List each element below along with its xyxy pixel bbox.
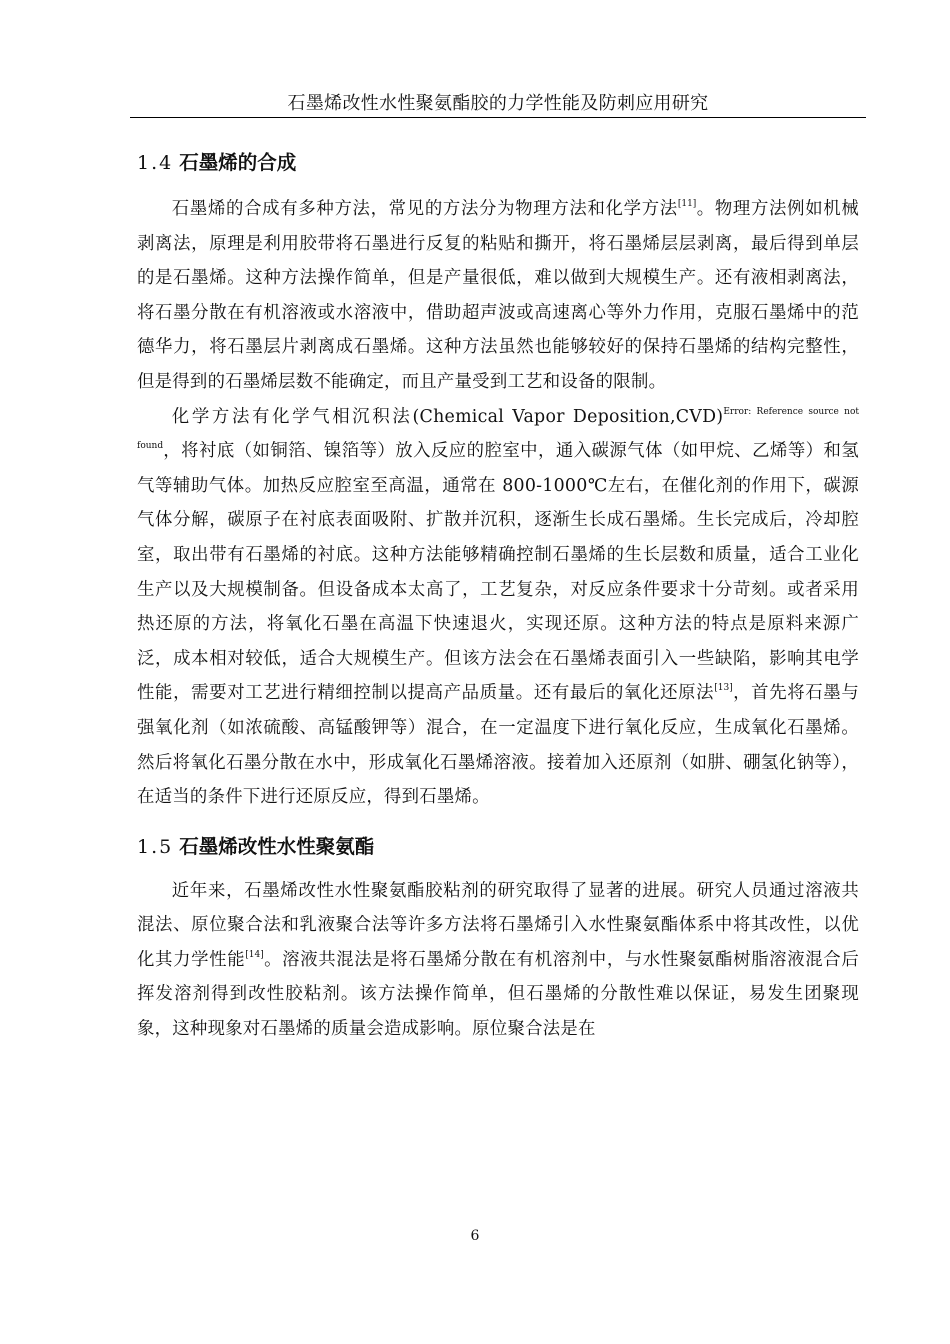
page-number: 6 (470, 1228, 480, 1244)
paragraph-text: 近年来，石墨烯改性水性聚氨酯胶粘剂的研究取得了显著的进展。研究人员通过溶液共混法、原位聚合法和乳液聚合法等许多方法将石墨烯引入水性聚氨酯体系中将其改性，以优化其力学性能 (137, 880, 859, 970)
section-heading-1-5 (137, 831, 859, 862)
citation: [14] (245, 949, 264, 960)
citation: [13] (714, 683, 733, 694)
paragraph-synthesis-methods (137, 192, 859, 400)
paragraph-text: 。溶液共混法是将石墨烯分散在有机溶剂中，与水性聚氨酯树脂溶液混合后挥发溶剂得到改性胶粘剂。该方法操作简单，但石墨烯的分散性难以保证，易发生团聚现象，这种现象对石墨烯的质量会造成影响。原位聚合法是在 (137, 949, 859, 1040)
paragraph-modified-pu (137, 874, 859, 1047)
page-body (137, 147, 859, 1047)
header-rule (130, 117, 866, 118)
paragraph-text: 。物理方法例如机械剥离法，原理是利用胶带将石墨进行反复的粘贴和撕开，将石墨烯层层剥离，最后得到单层的是石墨烯。这种方法操作简单，但是产量很低，难以做到大规模生产。还有液相剥离法，将石墨分散在有机溶液或水溶液中，借助超声波或高速离心等外力作用，克服石墨烯中的范德华力，将石墨层片剥离成石墨烯。这种方法虽然也能够较好的保持石墨烯的结构完整性，但是得到的石墨烯层数不能确定，而且产量受到工艺和设备的限制。 (137, 199, 859, 392)
paragraph-text: ，首先将石墨与强氧化剂（如浓硫酸、高锰酸钾等）混合，在一定温度下进行氧化反应，生成氧化石墨烯。然后将氧化石墨分散在水中，形成氧化石墨烯溶液。接着加入还原剂（如肼、硼氢化钠等），在适当的条件下进行还原反应，得到石墨烯。 (137, 683, 859, 808)
section-title: 石墨烯的合成 (179, 151, 297, 174)
section-number: 1.4 (137, 152, 174, 174)
citation: [11] (677, 199, 697, 209)
section-number: 1.5 (137, 835, 174, 858)
section-heading-1-4 (137, 147, 859, 178)
citation-error: Error: Reference source not found (137, 406, 859, 452)
running-header: 石墨烯改性水性聚氨酯胶的力学性能及防刺应用研究 (287, 93, 709, 114)
paragraph-text: 化学方法有化学气相沉积法(Chemical Vapor Deposition,CVD) (171, 406, 724, 427)
paragraph-chemical-methods (137, 400, 859, 815)
paragraph-text: ，将衬底（如铜箔、镍箔等）放入反应的腔室中，通入碳源气体（如甲烷、乙烯等）和氢气等辅助气体。加热反应腔室至高温，通常在 800-1000℃左右，在催化剂的作用下，碳源气体分解，碳原子在衬底表面吸附、扩散并沉积，逐渐生长成石墨烯。生长完成后，冷却腔室，取出带有石墨烯的衬底。这种方法能够精确控制石墨烯的生长层数和质量，适合工业化生产以及大规模制备。但设备成本太高了，工艺复杂，对反应条件要求十分苛刻。或者采用热还原的方法，将氧化石墨在高温下快速退火，实现还原。这种方法的特点是原料来源广泛，成本相对较低，适合大规模生产。但该方法会在石墨烯表面引入一些缺陷，影响其电学性能，需要对工艺进行精细控制以提高产品质量。还有最后的氧化还原法 (137, 441, 859, 704)
paragraph-text: 石墨烯的合成有多种方法，常见的方法分为物理方法和化学方法 (171, 199, 678, 219)
section-title: 石墨烯改性水性聚氨酯 (179, 834, 375, 858)
